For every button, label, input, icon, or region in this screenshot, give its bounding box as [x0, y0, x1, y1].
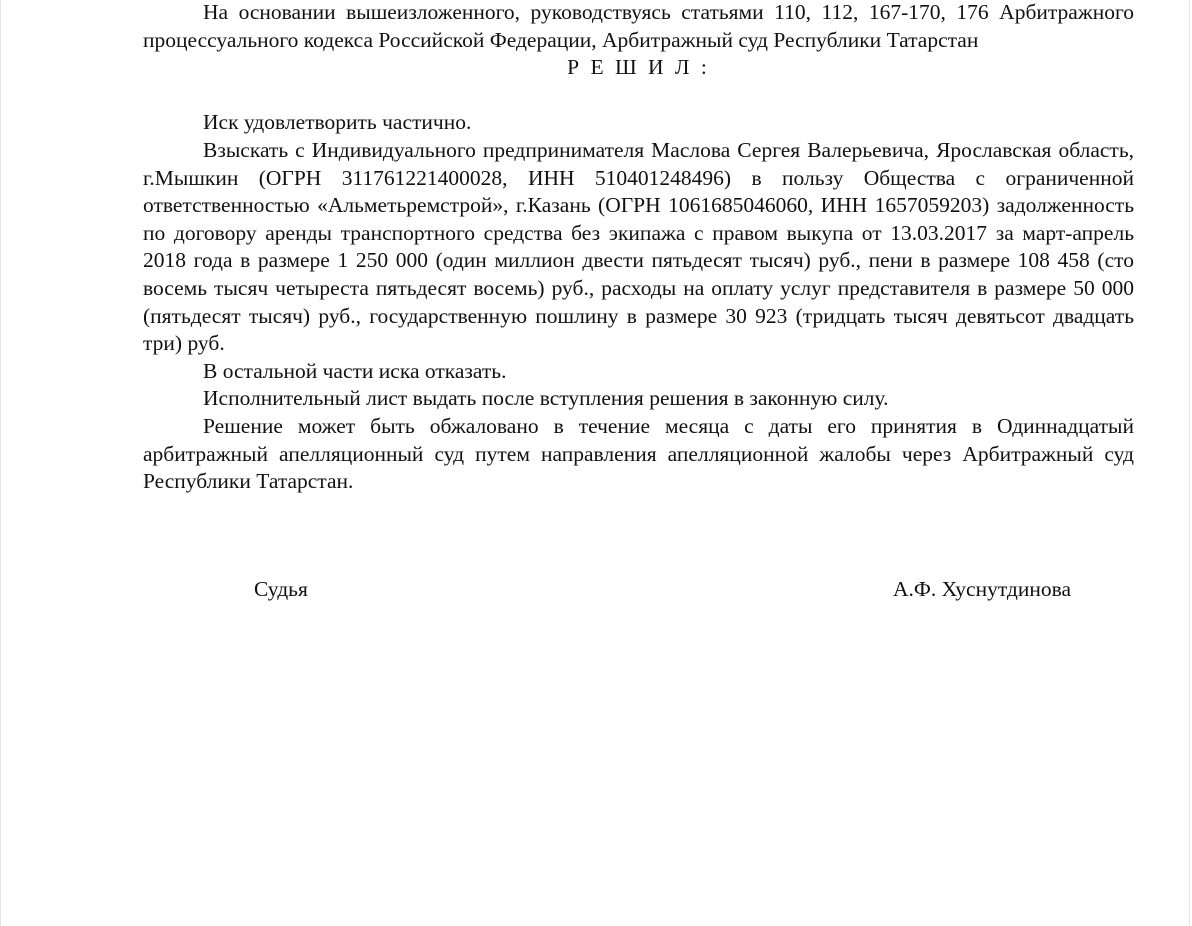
signature-name: А.Ф. Хуснутдинова: [893, 577, 1072, 601]
document-body: [143, 0, 1134, 496]
paragraph-recovery: Взыскать с Индивидуального предпринимателя Маслова Сергея Валерьевича, Ярославская область, г.Мышкин (ОГРН 311761221400028, ИНН 510401248496) в пользу Общества с ограниченной ответственностью «Альметьремстрой», г.Казань (ОГРН 1061685046060, ИНН 1657059203) задолженность по договору аренды транспортного средства без экипажа с правом выкупа от 13.03.2017 за март-апрель 2018 года в размере 1 250 000 (один миллион двести пятьдесят тысяч) руб., пени в размере 108 458 (сто восемь тысяч четыреста пятьдесят восемь) руб., расходы на оплату услуг представителя в размере 50 000 (пятьдесят тысяч) руб., государственную пошлину в размере 30 923 (тридцать тысяч девятьсот двадцать три) руб.: [143, 137, 1134, 356]
paragraph-partial-claim: Иск удовлетворить частично.: [203, 110, 472, 135]
blank-line: [143, 82, 1134, 110]
paragraph-appeal: Решение может быть обжаловано в течение месяца с даты его принятия в Одиннадцатый арбитражный апелляционный суд путем направления апелляционной жалобы через Арбитражный суд Республики Татарстан.: [143, 413, 1134, 494]
signature-title: Судья: [254, 577, 308, 601]
paragraph-refusal: В остальной части иска отказать.: [203, 358, 507, 383]
paragraph-writ: Исполнительный лист выдать после вступления решения в законную силу.: [203, 386, 889, 411]
decision-heading: Р Е Ш И Л :: [567, 55, 710, 80]
intro-paragraph: На основании вышеизложенного, руководствуясь статьями 110, 112, 167-170, 176 Арбитражного процессуального кодекса Российской Федерации, Арбитражный суд Республики Татарстан: [143, 0, 1134, 52]
